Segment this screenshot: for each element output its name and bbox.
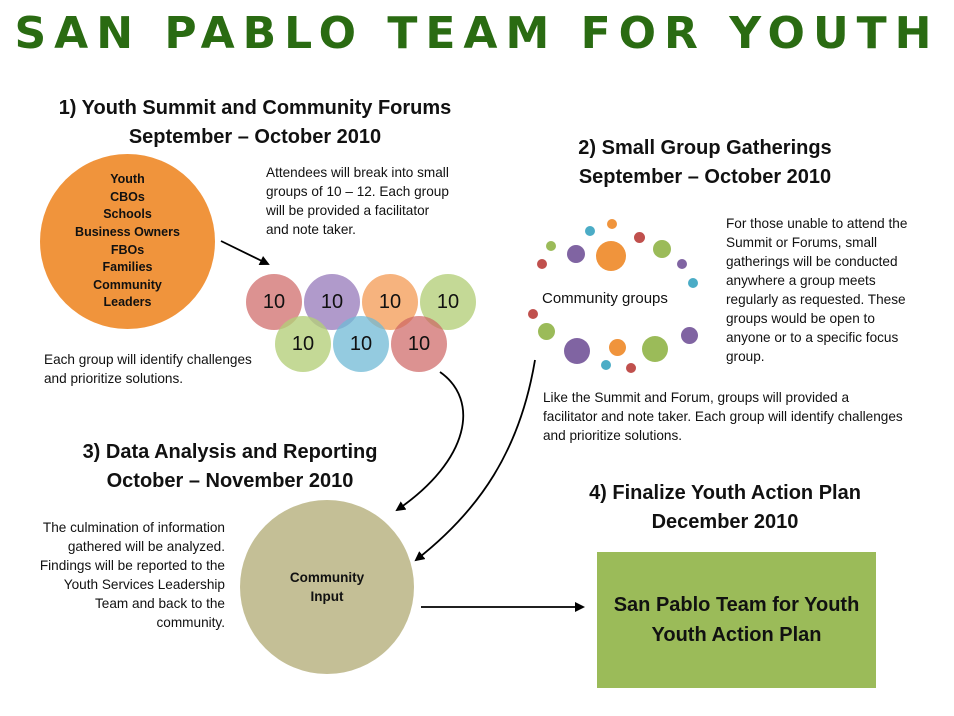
desc-line: For those unable to attend the bbox=[726, 216, 908, 231]
step1-title: 1) Youth Summit and Community Forums bbox=[58, 97, 452, 119]
desc-line: The culmination of information bbox=[42, 520, 225, 535]
note-line: and note taker. bbox=[266, 222, 356, 237]
step3-dates: October – November 2010 bbox=[106, 470, 354, 492]
note-line: Attendees will break into small bbox=[266, 165, 449, 180]
arrow-groups-to-input bbox=[397, 372, 463, 510]
participant: Schools bbox=[103, 207, 152, 222]
outcome-line: facilitator and note taker. Each group will identify challenges bbox=[543, 409, 903, 424]
page-title: SAN PABLO TEAM FOR YOUTH bbox=[14, 8, 940, 59]
group-circle: 10 bbox=[275, 316, 331, 372]
desc-line: Findings will be reported to the bbox=[39, 558, 225, 573]
group-circle: 10 bbox=[362, 274, 418, 330]
arrow-community-groups-to-input bbox=[416, 360, 535, 560]
desc-line: Summit or Forums, small bbox=[726, 235, 878, 250]
outcome-line: Like the Summit and Forum, groups will provided a bbox=[543, 390, 849, 405]
step4-title: 4) Finalize Youth Action Plan bbox=[589, 482, 861, 504]
desc-line: anyone or to a specific focus bbox=[726, 330, 899, 345]
group-circle: 10 bbox=[246, 274, 302, 330]
participant: Leaders bbox=[103, 295, 152, 310]
community-groups-label: Community groups bbox=[542, 290, 668, 307]
desc-line: anywhere a group meets bbox=[726, 273, 876, 288]
outcome-line: Each group will identify challenges bbox=[44, 352, 252, 367]
outcome-line: and prioritize solutions. bbox=[44, 371, 184, 386]
box-line: Youth Action Plan bbox=[651, 624, 822, 646]
desc-line: gathered will be analyzed. bbox=[67, 539, 225, 554]
desc-line: gatherings will be conducted bbox=[726, 254, 898, 269]
participant: Youth bbox=[110, 172, 145, 187]
note-line: groups of 10 – 12. Each group bbox=[266, 184, 449, 199]
desc-line: regularly as requested. These bbox=[726, 292, 906, 307]
participant: Business Owners bbox=[75, 224, 180, 239]
circle-line: Community bbox=[289, 570, 365, 585]
circle-line: Input bbox=[310, 589, 344, 604]
participant: CBOs bbox=[110, 189, 145, 204]
step4-dates: December 2010 bbox=[651, 511, 799, 533]
step3-title: 3) Data Analysis and Reporting bbox=[82, 441, 378, 463]
step2-dates: September – October 2010 bbox=[578, 166, 832, 188]
participant: Community bbox=[93, 277, 162, 292]
desc-line: Youth Services Leadership bbox=[63, 577, 225, 592]
group-circle: 10 bbox=[391, 316, 447, 372]
note-line: will be provided a facilitator bbox=[266, 203, 430, 218]
step2-title: 2) Small Group Gatherings bbox=[578, 137, 832, 159]
arrow-participants-to-groups bbox=[221, 241, 268, 264]
outcome-line: and prioritize solutions. bbox=[543, 428, 683, 443]
participant: FBOs bbox=[110, 242, 145, 257]
desc-line: group. bbox=[726, 349, 765, 364]
group-circle: 10 bbox=[304, 274, 360, 330]
desc-line: Team and back to the bbox=[95, 596, 225, 611]
group-circle: 10 bbox=[333, 316, 389, 372]
desc-line: groups would be open to bbox=[726, 311, 875, 326]
participant: Families bbox=[102, 260, 153, 275]
group-circle: 10 bbox=[420, 274, 476, 330]
step1-dates: September – October 2010 bbox=[128, 126, 382, 148]
desc-line: community. bbox=[156, 615, 225, 630]
box-line: San Pablo Team for Youth bbox=[613, 594, 860, 616]
